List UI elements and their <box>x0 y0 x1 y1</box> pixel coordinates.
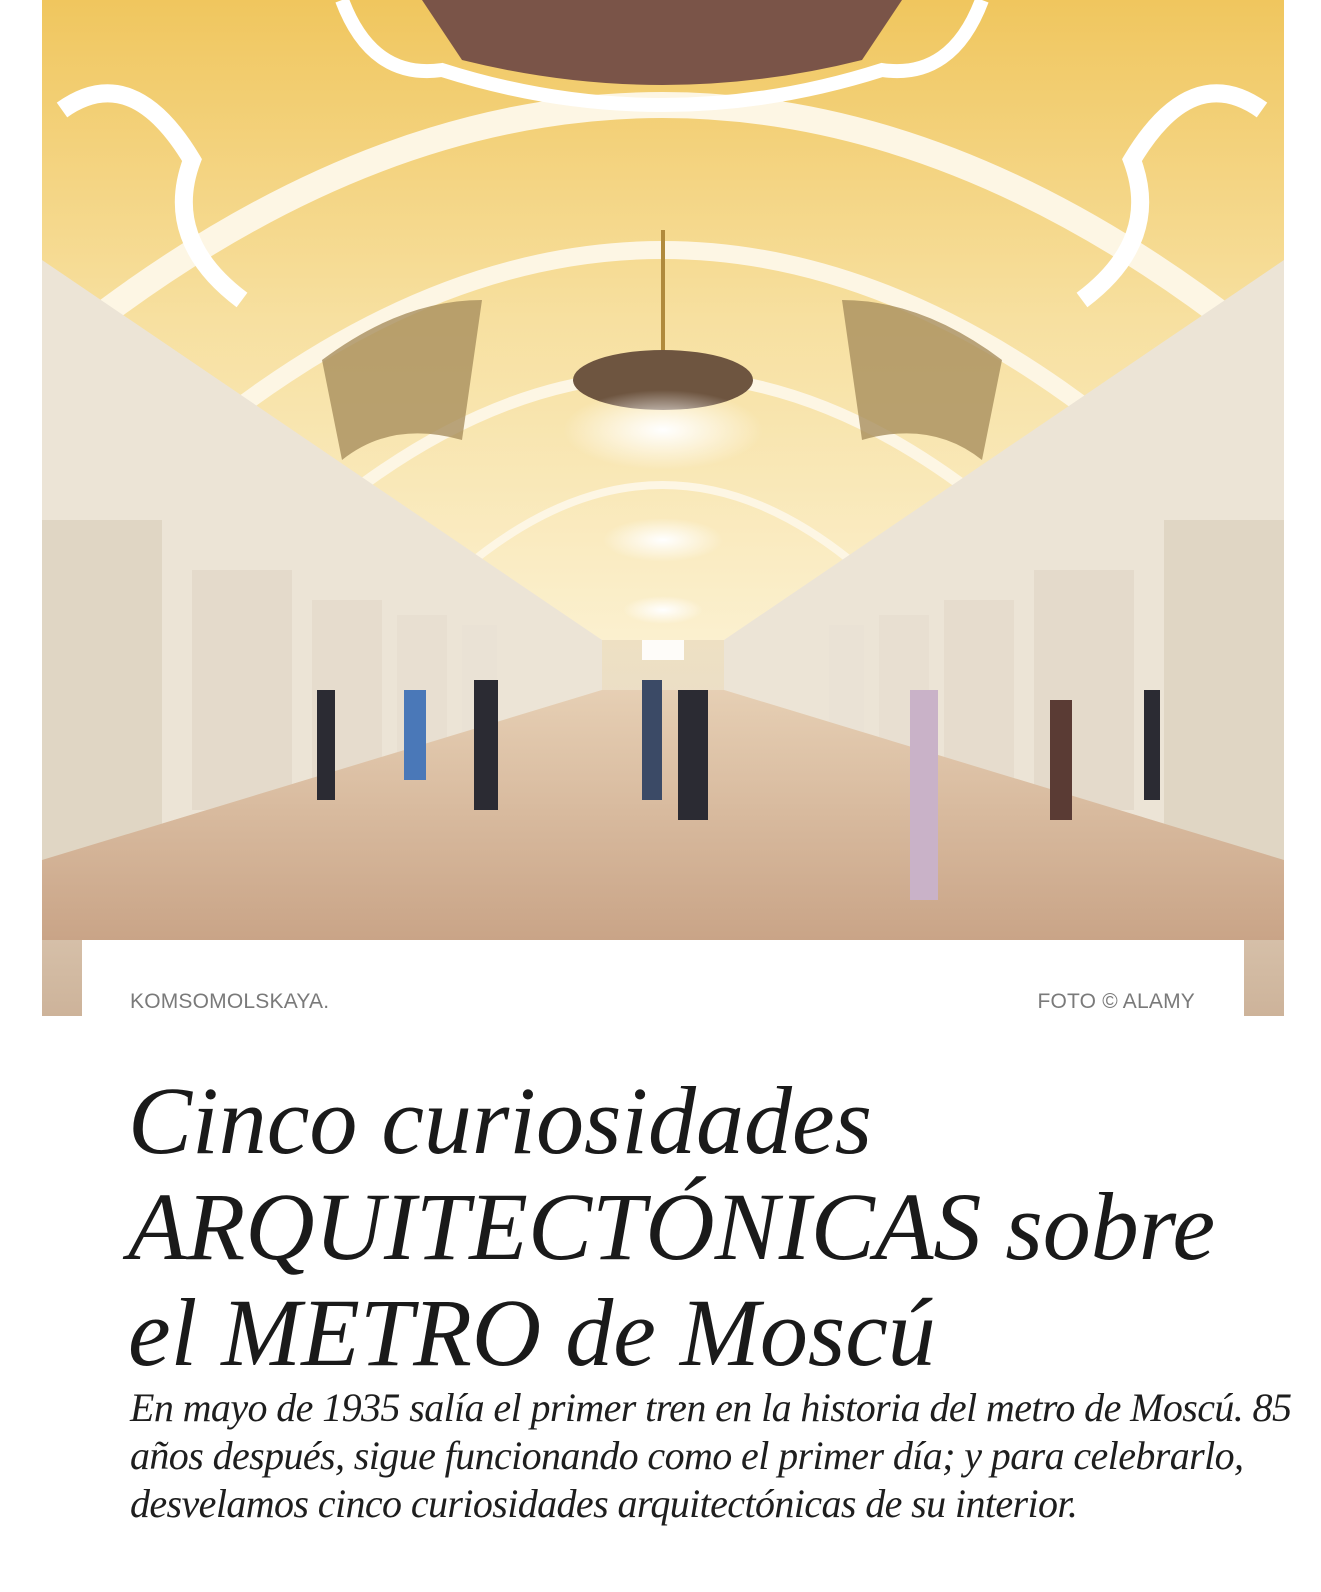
photo-credit: FOTO © ALAMY <box>1037 990 1195 1013</box>
hero-photo <box>42 0 1284 1016</box>
article-dek: En mayo de 1935 salía el primer tren en la historia del metro de Moscú. 85 años después, sigue funcionando como el primer día; y para celebrarlo, desvelamos cinco curiosidades arquitectónicas de su interior. <box>130 1385 1292 1526</box>
article-headline: Cinco curiosidades ARQUITECTÓNICAS sobre el METRO de Moscú <box>128 1067 1216 1386</box>
photo-caption: KOMSOMOLSKAYA. <box>130 990 330 1013</box>
metro-station-illustration <box>42 0 1284 940</box>
